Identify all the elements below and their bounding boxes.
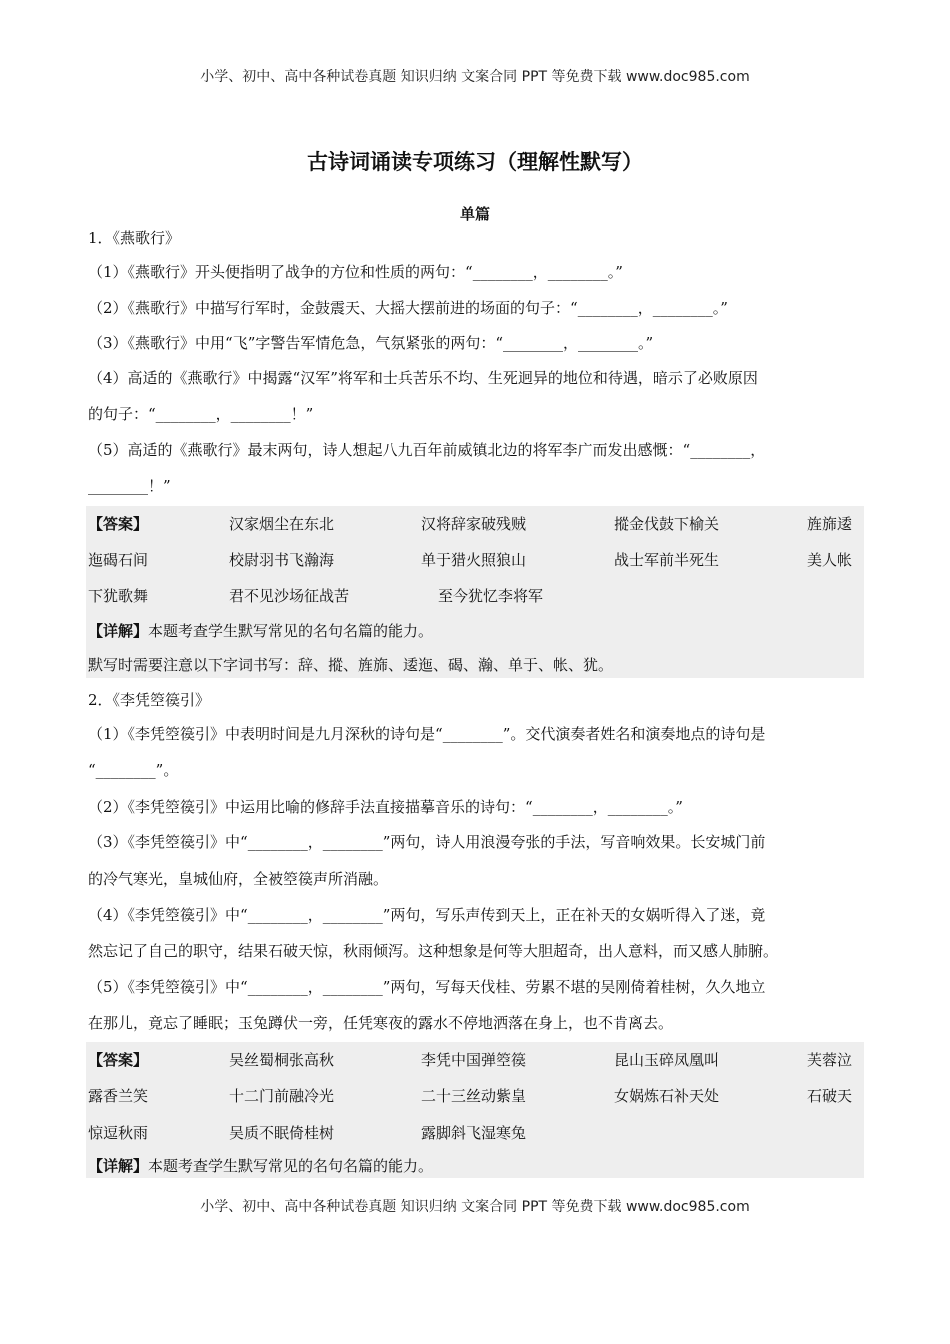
q1-line: （5）高适的《燕歌行》最末两句，诗人想起八九百年前威镇北边的将军李广而发出感慨：“________， [88,441,766,459]
answer-item: 下犹歌舞 [88,587,149,605]
detail-text: 本题考查学生默写常见的名句名篇的能力。 [148,1157,434,1175]
section-title: 单篇 [459,205,490,223]
q1-line: （1）《燕歌行》开头便指明了战争的方位和性质的两句：“________，________。” [88,263,623,281]
answer-item: 迤碣石间 [88,551,149,569]
q2-line: （1）《李凭箜篌引》中表明时间是九月深秋的诗句是“________”。交代演奏者姓名和演奏地点的诗句是 [88,725,766,743]
q2-line: （2）《李凭箜篌引》中运用比喻的修辞手法直接描摹音乐的诗句：“________，________。” [88,798,683,816]
answer-item: 战士军前半死生 [614,551,720,569]
answer-item: 露香兰笑 [88,1087,149,1105]
q2-line: 然忘记了自己的职守，结果石破天惊，秋雨倾泻。这种想象是何等大胆超奇，出人意料，而又感人肺腑。 [88,942,779,960]
answer-item: 露脚斜飞湿寒兔 [421,1124,527,1142]
answer-item: 吴质不眠倚桂树 [229,1124,335,1142]
page-title: 古诗词诵读专项练习（理解性默写） [307,150,643,174]
answer-item: 校尉羽书飞瀚海 [229,551,335,569]
q2-line: “________”。 [88,761,179,779]
answer-item: 美人帐 [807,551,853,569]
answer-item: 吴丝蜀桐张高秋 [229,1051,335,1069]
answer-label: 【答案】 [88,515,149,533]
answer-item: 石破天 [807,1087,853,1105]
answer-item: 女娲炼石补天处 [614,1087,720,1105]
q1-heading: 1．《燕歌行》 [88,229,181,247]
detail-text: 本题考查学生默写常见的名句名篇的能力。 [148,622,434,640]
q1-line: ________！” [88,477,171,495]
answer-label: 【答案】 [88,1051,149,1069]
q2-line: 在那儿，竟忘了睡眠；玉兔蹲伏一旁，任凭寒夜的露水不停地洒落在身上，也不肯离去。 [88,1014,674,1032]
answer-item: 旌旆逶 [807,515,853,533]
answer-item: 君不见沙场征战苦 [229,587,350,605]
answer-item: 汉家烟尘在东北 [229,515,335,533]
answer-item: 汉将辞家破残贼 [421,515,527,533]
page-header: 小学、初中、高中各种试卷真题 知识归纳 文案合同 PPT 等免费下载 www.doc985.com [200,69,750,85]
page-footer: 小学、初中、高中各种试卷真题 知识归纳 文案合同 PPT 等免费下载 www.doc985.com [200,1199,750,1215]
detail-line [88,621,433,641]
q2-answer-box [86,1042,864,1178]
q1-line: 的句子：“________，________！” [88,405,314,423]
answer-item: 摐金伐鼓下榆关 [614,515,720,533]
q1-line: （4）高适的《燕歌行》中揭露“汉军”将军和士兵苦乐不均、生死迥异的地位和待遇，暗示了必败原因 [88,369,758,387]
detail-label: 【详解】 [88,1157,149,1175]
q2-heading: 2．《李凭箜篌引》 [88,691,211,709]
answer-item: 十二门前融冷光 [229,1087,335,1105]
answer-item: 二十三丝动紫皇 [421,1087,527,1105]
answer-item: 昆山玉碎凤凰叫 [614,1051,720,1069]
answer-item: 芙蓉泣 [807,1051,853,1069]
detail-line-2: 默写时需要注意以下字词书写：辞、摐、旌旆、逶迤、碣、瀚、单于、帐、犹。 [88,656,614,674]
detail-label: 【详解】 [88,622,149,640]
answer-item: 李凭中国弹箜篌 [421,1051,527,1069]
detail-line [88,1156,433,1176]
q1-answer-box [86,506,864,678]
answer-item: 惊逗秋雨 [88,1124,149,1142]
q2-line: 的冷气寒光，皇城仙府，全被箜篌声所消融。 [88,870,389,888]
q1-line: （3）《燕歌行》中用“飞”字警告军情危急，气氛紧张的两句：“________，________。” [88,334,654,352]
q1-line: （2）《燕歌行》中描写行军时，金鼓震天、大摇大摆前进的场面的句子：“________，________。” [88,299,728,317]
answer-item: 单于猎火照狼山 [421,551,527,569]
q2-line: （4）《李凭箜篌引》中“________，________”两句，写乐声传到天上，正在补天的女娲听得入了迷，竟 [88,906,766,924]
answer-item: 至今犹忆李将军 [438,587,544,605]
q2-line: （5）《李凭箜篌引》中“________，________”两句，写每天伐桂、劳累不堪的吴刚倚着桂树，久久地立 [88,978,766,996]
q2-line: （3）《李凭箜篌引》中“________，________”两句，诗人用浪漫夸张的手法，写音响效果。长安城门前 [88,833,766,851]
